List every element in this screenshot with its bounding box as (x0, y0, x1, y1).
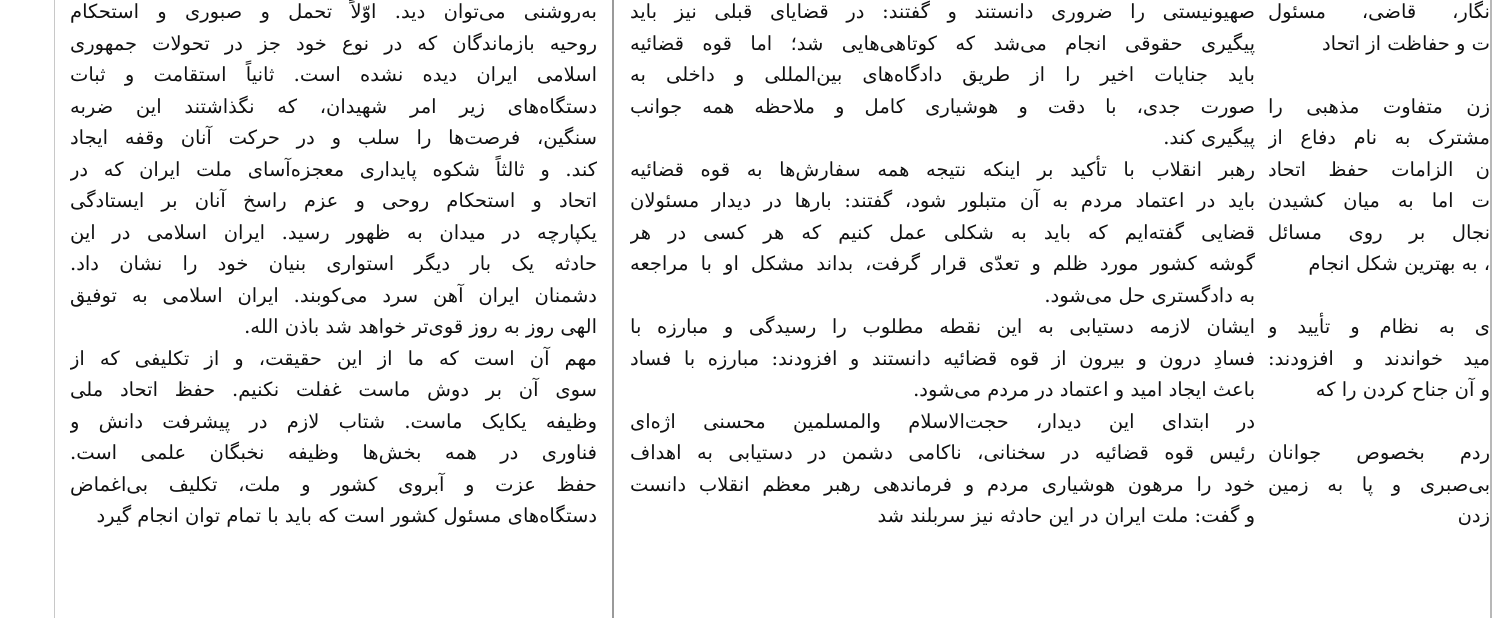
text-line: باعث ایجاد امید و اعتماد در مردم می‌شود. (913, 378, 1255, 401)
text-line: در ابتدای این دیدار، حجت‌الاسلام والمسلمین محسنی اژه‌ای (630, 409, 1255, 433)
text-line: الهی روز به روز قوی‌تر خواهد شد باذن الله. (244, 315, 597, 338)
text-line: دستگاه‌های زیر امر شهیدان، که نگذاشتند این ضربه (70, 94, 597, 118)
article-column-right (1268, 0, 1490, 636)
text-line: نجال بر روی مسائل (1268, 220, 1490, 244)
text-line: کند. و ثالثاً شکوه پایداری معجزه‌آسای ملت ایران که در (70, 157, 597, 181)
left-margin (0, 0, 52, 618)
text-line: و گفت: ملت ایران در این حادثه نیز سربلند شد (877, 504, 1255, 527)
text-line: صورت جدی، با دقت و هوشیاری کامل و ملاحظه همه جوانب (630, 94, 1255, 118)
text-line: خود را مرهون هوشیاری مردم و فرماندهی رهبر معظم انقلاب دانست (630, 472, 1255, 496)
article-column-middle (630, 0, 1255, 636)
text-line: به دادگستری حل می‌شود. (1044, 283, 1255, 307)
text-line: مید خواندند و افزودند: (1268, 346, 1490, 370)
text-line: ، به بهترین شکل انجام (1308, 252, 1490, 275)
text-line: بی‌صبری و پا به زمین (1268, 472, 1490, 496)
text-line: صهیونیستی را ضروری دانستند و گفتند: در قضایای قبلی نیز باید (630, 0, 1255, 23)
text-line: ت اما به میان کشیدن (1268, 189, 1490, 212)
text-line: حادثه یک بار دیگر استواری بنیان خود را نشان داد. (70, 252, 597, 275)
text-line: سوی آن بر دوش ماست غفلت نکنیم. حفظ اتحاد ملی (70, 378, 597, 401)
text-line: قضایی گفته‌ایم که باید به شکلی عمل کنیم که هر کسی در هر (630, 220, 1255, 244)
text-line: ت و حفاظت از اتحاد (1322, 31, 1490, 55)
text-line: فسادِ درون و بیرون از قوه قضائیه دانستند و افزودند: مبارزه با فساد (630, 346, 1255, 370)
paragraph-gap (1268, 59, 1490, 91)
text-line: گوشه کشور مورد ظلم و تعدّی قرار گرفت، بداند مشکل او با مراجعه (630, 252, 1255, 275)
paragraph-gap (1268, 280, 1490, 312)
text-line: سنگین، فرصت‌ها را سلب و در حرکت آنان وقفه ایجاد (70, 126, 597, 149)
text-line: باید در اعتماد مردم به آن متبلور شود، گفتند: بارها در دیدار مسئولان (630, 189, 1255, 212)
text-line: رهبر انقلاب با تأکید بر اینکه نتیجه همه سفارش‌ها به قوه قضائیه (630, 157, 1255, 181)
text-line: اسلامی ایران دیده نشده است. ثانیاً استقامت و ثبات (70, 63, 597, 86)
text-line: زن متفاوت مذهبی را (1268, 94, 1490, 118)
text-line: رئیس قوه قضائیه در سخنانی، ناکامی دشمن در دستیابی به اهداف (630, 441, 1255, 464)
text-line: حفظ عزت و آبروی کشور و ملت، تکلیف بی‌اغماض (70, 472, 597, 496)
text-line: ن الزامات حفظ اتحاد (1268, 157, 1490, 181)
text-line: فناوری در همه بخش‌ها وظیفه نخبگان علمی است. (70, 441, 597, 464)
text-line: دشمنان ایران آهن سرد می‌کوبند. ایران اسلامی به توفیق (70, 283, 597, 307)
text-line: پیگیری حقوقی انجام می‌شد که کوتاهی‌هایی شد؛ اما قوه قضائیه (630, 31, 1255, 55)
text-line: به‌روشنی می‌توان دید. اوّلاً تحمل و صبوری و استحکام (70, 0, 597, 23)
text-line: مهم آن است که ما از این حقیقت، و از تکلیفی که از (70, 346, 597, 370)
text-line: یکپارچه در میدان به ظهور رسید. ایران اسلامی در این (70, 220, 597, 244)
column-divider-left (54, 0, 55, 618)
text-line: وظیفه یکایک ماست. شتاب لازم در پیشرفت دانش و (70, 409, 597, 433)
text-line: ی به نظام و تأیید و (1268, 315, 1490, 338)
text-line: ردم بخصوص جوانان (1268, 441, 1490, 464)
article-column-left (70, 0, 597, 636)
text-line: روحیه بازماندگان که در نوع خود جز در تحولات جمهوری (70, 31, 597, 55)
text-line: زدن (1457, 504, 1490, 527)
text-line: و آن جناح کردن را که (1315, 378, 1490, 401)
text-line: نگار، قاضی، مسئول (1268, 0, 1490, 23)
text-line: مشترک به نام دفاع از (1268, 126, 1490, 149)
text-line: دستگاه‌های مسئول کشور است که باید با تمام توان انجام گیرد (96, 504, 597, 527)
column-divider-right (1490, 0, 1492, 618)
text-line: ایشان لازمه دستیابی به این نقطه مطلوب را رسیدگی و مبارزه با (630, 315, 1255, 338)
column-divider-middle (612, 0, 614, 618)
text-line: پیگیری کند. (1163, 126, 1255, 149)
text-line: اتحاد و استحکام روحی و عزم راسخ آنان بر ایستادگی (70, 189, 597, 212)
text-line: باید جنایات اخیر را از طریق دادگاه‌های بین‌المللی و داخلی به (630, 63, 1255, 86)
paragraph-gap (1268, 406, 1490, 438)
